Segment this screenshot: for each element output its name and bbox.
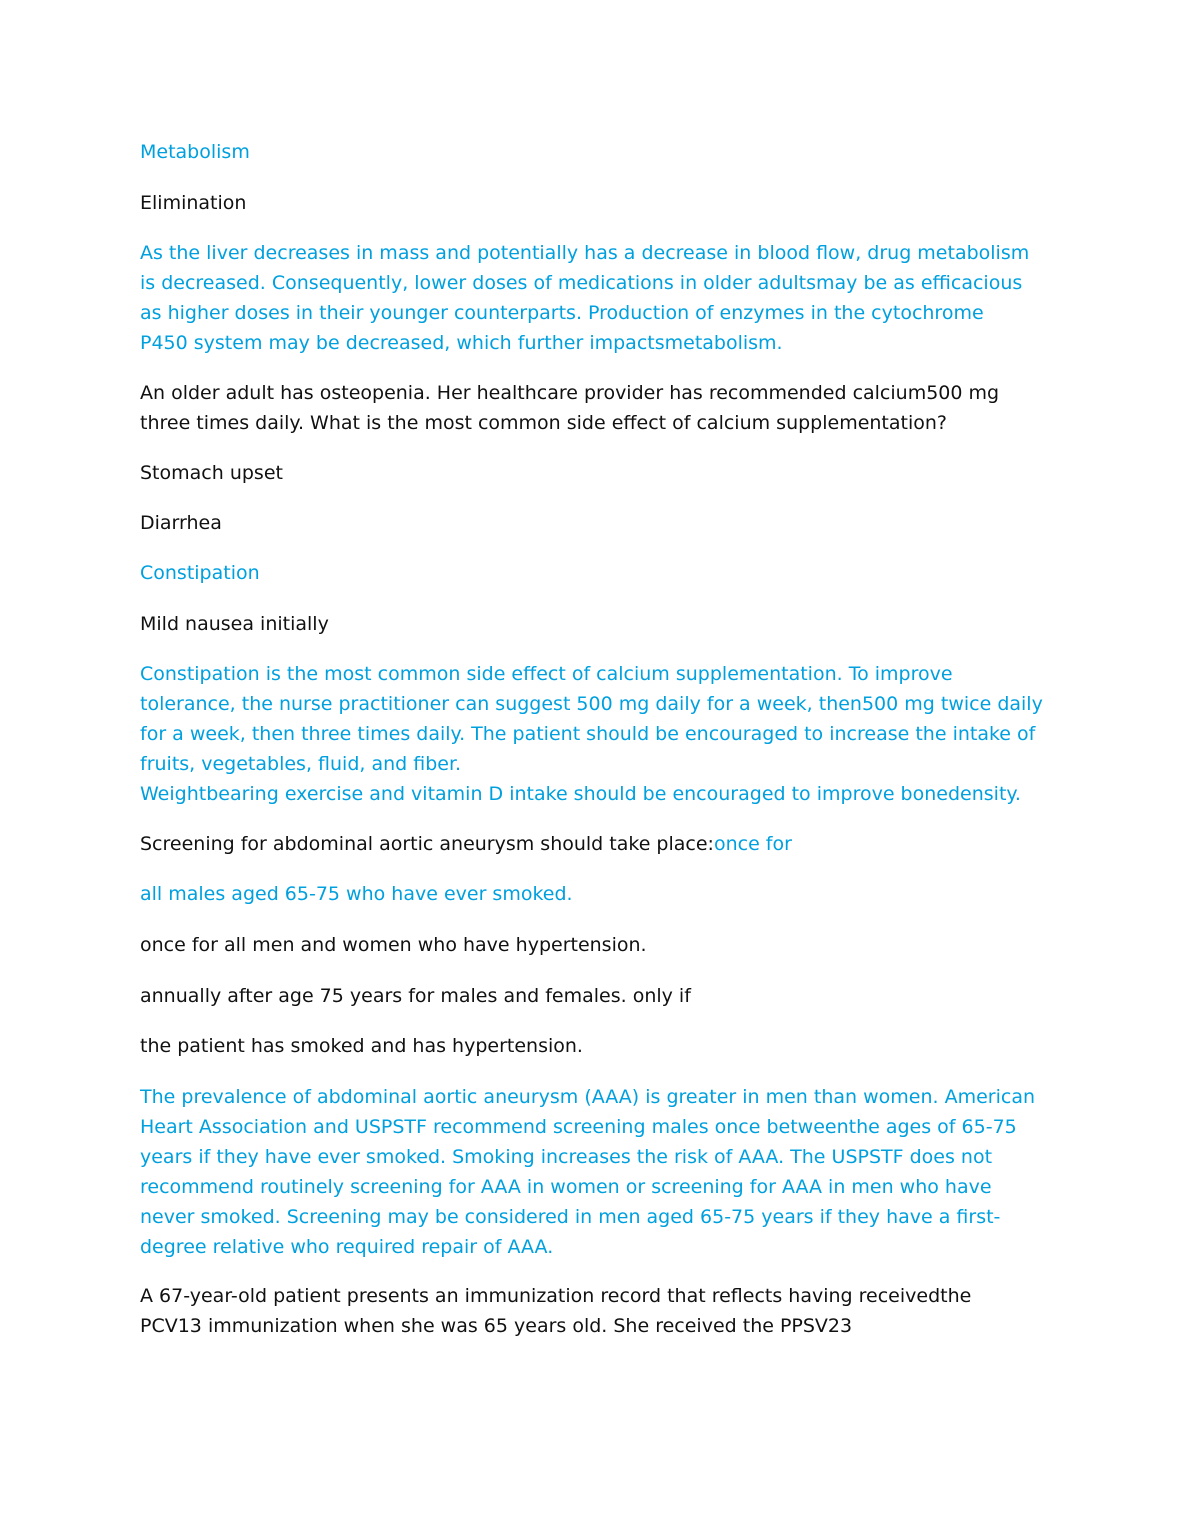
q1-option-mild-nausea: Mild nausea initially: [140, 613, 329, 635]
heading-metabolism: Metabolism: [140, 141, 250, 163]
q2-option-d: the patient has smoked and has hypertension.: [140, 1035, 583, 1057]
q1-option-stomach-upset: Stomach upset: [140, 462, 283, 484]
q2-option-c: annually after age 75 years for males and females. only if: [140, 985, 691, 1007]
q1-option-constipation-correct: Constipation: [140, 562, 260, 584]
q1-option-diarrhea: Diarrhea: [140, 512, 222, 534]
q3-question: A 67-year-old patient presents an immunization record that reflects having receivedthe PCV13 immunization when she was 65 years old. She received the PPSV23: [140, 1285, 972, 1337]
heading-elimination: Elimination: [140, 192, 247, 214]
q2-question: Screening for abdominal aortic aneurysm should take place:: [140, 833, 714, 855]
q1-rationale: Constipation is the most common side effect of calcium supplementation. To improve tolerance, the nurse practitioner can suggest 500 mg daily for a week, then500 mg twice daily for a week, then three times daily. The patient should be encouraged to increase the intake of fruits, vegetables, fluid, and fiber. Weightbearing exercise and vitamin D intake should be encouraged to improve bonedensity.: [140, 663, 1043, 805]
q2-option-b: once for all men and women who have hypertension.: [140, 934, 647, 956]
q2-answer-part1: once for: [713, 833, 792, 855]
q2-question-line: [140, 829, 792, 859]
document-page: [140, 0, 1060, 1540]
q2-answer-part2: all males aged 65-75 who have ever smoked.: [140, 883, 573, 905]
metabolism-explanation: As the liver decreases in mass and potentially has a decrease in blood flow, drug metabolism is decreased. Consequently, lower doses of medications in older adultsmay be as efficacious as higher doses in their younger counterparts. Production of enzymes in the cytochrome P450 system may be decreased, which further impactsmetabolism.: [140, 242, 1030, 354]
q2-rationale: The prevalence of abdominal aortic aneurysm (AAA) is greater in men than women. American Heart Association and USPSTF recommend screening males once betweenthe ages of 65-75 years if they have ever smoked. Smoking increases the risk of AAA. The USPSTF does not recommend routinely screening for AAA in women or screening for AAA in men who have never smoked. Screening may be considered in men aged 65-75 years if they have a first- degree relative who required repair of AAA.: [140, 1086, 1036, 1258]
q1-question: An older adult has osteopenia. Her healthcare provider has recommended calcium500 mg three times daily. What is the most common side effect of calcium supplementation?: [140, 382, 1000, 434]
